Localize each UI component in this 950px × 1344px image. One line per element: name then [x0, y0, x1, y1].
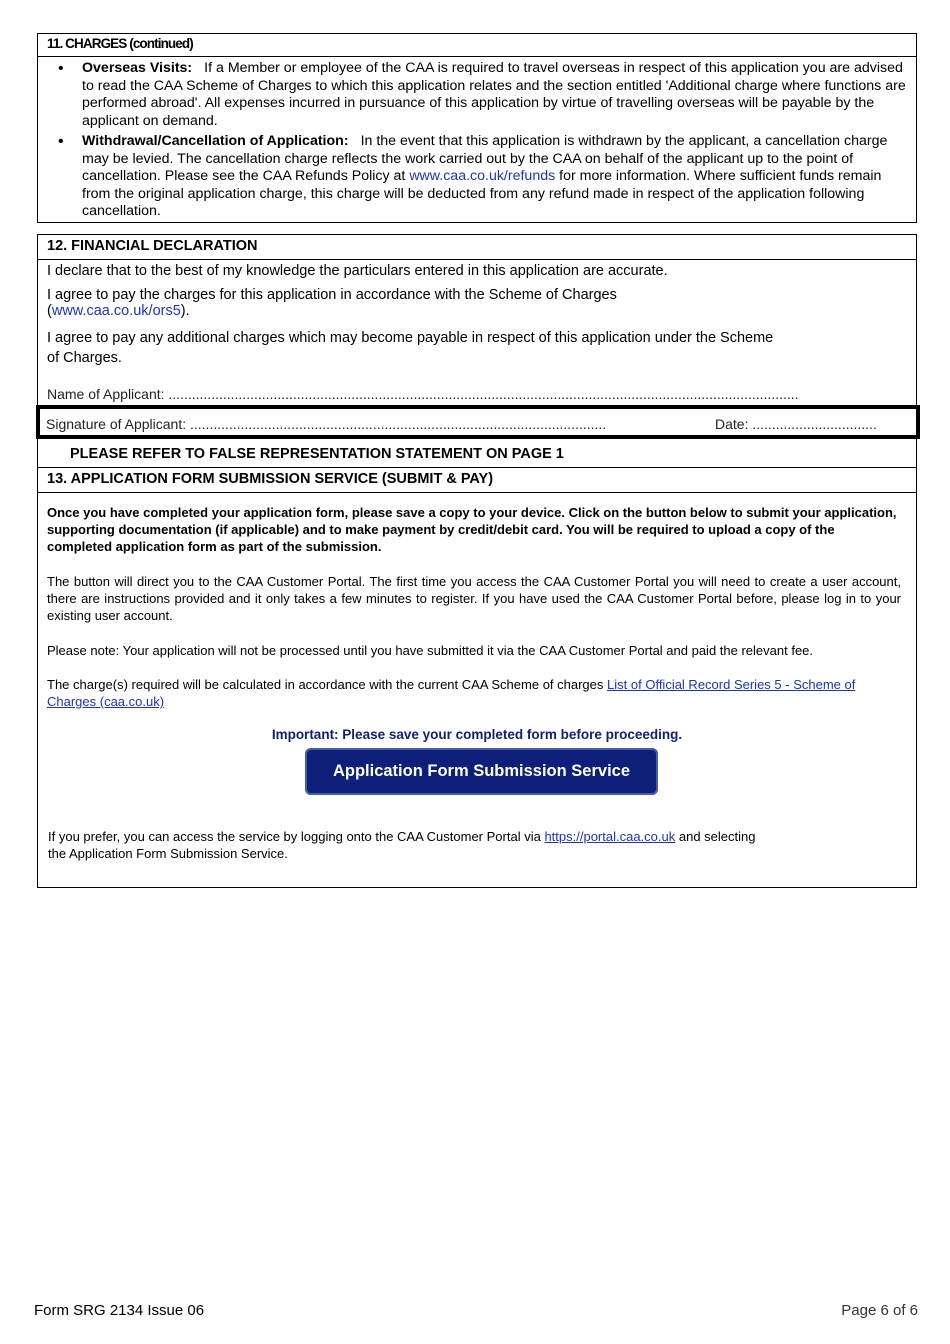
section-11-charges — [37, 33, 917, 223]
portal-alt-text-before: If you prefer, you can access the service by logging onto the CAA Customer Portal via — [48, 829, 541, 844]
signature-field[interactable] — [46, 416, 606, 432]
portal-alt-line2: the Application Form Submission Service. — [48, 846, 288, 861]
charges-calculation — [47, 676, 876, 710]
withdrawal-text-after: for more information. Where sufficient funds remain from the original application charge, this charge will be deducted from any refund made in respect of the application following cancellation. — [82, 168, 882, 219]
overseas-visits-label: Overseas Visits: — [82, 60, 193, 76]
date-dots: ................................ — [752, 416, 877, 432]
date-field[interactable] — [715, 416, 877, 432]
portal-alternative — [48, 828, 896, 862]
additional-charges-line2: of Charges. — [47, 350, 122, 366]
submission-intro: Once you have completed your application form, please save a copy to your device. Click on the button below to submit your application, supporting documentation (if applicable) and to make payment by credit/debit card. You will be required to upload a copy of the completed application form as part of the submission. — [47, 505, 897, 554]
signature-label: Signature of Applicant: — [46, 416, 187, 432]
scheme-of-charges-link[interactable]: List of Official Record Series 5 - Scheme of Charges (caa.co.uk) — [47, 677, 856, 709]
declaration-additional-charges — [47, 328, 773, 368]
declaration-accurate: I declare that to the best of my knowledge the particulars entered in this application are accurate. — [47, 263, 668, 279]
withdrawal-text-before: In the event that this application is withdrawn by the applicant, a cancellation charge may be levied. The cancellation charge reflects the work carried out by the CAA on behalf of the applicant up to the point of cancellation. Please see the CAA Refunds Policy at — [82, 133, 888, 184]
name-label: Name of Applicant: — [47, 386, 165, 402]
page-number: Page 6 of 6 — [841, 1302, 918, 1319]
charges-list — [38, 57, 916, 226]
application-form-submission-button[interactable]: Application Form Submission Service — [305, 748, 658, 795]
date-label: Date: — [715, 416, 749, 432]
name-dots: .................................................................................................................................................................. — [168, 386, 799, 402]
portal-link[interactable]: https://portal.caa.co.uk — [544, 829, 676, 844]
processing-note: Please note: Your application will not be processed until you have submitted it via the CAA Customer Portal and paid the relevant fee. — [47, 643, 814, 658]
paren-open: ( — [47, 303, 52, 319]
portal-instructions: The button will direct you to the CAA Customer Portal. The first time you access the CAA Customer Portal you will need to create a user account, there are instructions provided and it only takes a few minutes to register. If you have used the CAA Customer Portal before, please log in to your existing user account. — [47, 574, 901, 623]
section-12-title: 12. FINANCIAL DECLARATION — [38, 235, 916, 260]
charges-calculation-text: The charge(s) required will be calculated in accordance with the current CAA Scheme of charges — [47, 677, 604, 692]
list-item-overseas-visits — [82, 60, 908, 130]
section-13-title: 13. APPLICATION FORM SUBMISSION SERVICE (SUBMIT & PAY) — [38, 468, 916, 493]
false-representation-notice: PLEASE REFER TO FALSE REPRESENTATION STATEMENT ON PAGE 1 — [70, 446, 564, 462]
signature-row — [36, 405, 920, 439]
paren-close: ). — [180, 303, 190, 319]
additional-charges-line1: I agree to pay any additional charges which may become payable in respect of this application under the Scheme — [47, 330, 774, 346]
ors5-link[interactable]: www.caa.co.uk/ors5 — [51, 303, 181, 319]
section-11-title: 11. CHARGES (continued) — [38, 34, 916, 57]
pay-charges-text: I agree to pay the charges for this application in accordance with the Scheme of Charges — [47, 287, 617, 303]
declaration-pay-charges — [47, 287, 617, 319]
list-item-withdrawal — [82, 133, 908, 221]
signature-dots: ........................................................................................................... — [190, 416, 607, 432]
portal-alt-text-after: and selecting — [678, 829, 756, 844]
withdrawal-label: Withdrawal/Cancellation of Application: — [82, 133, 349, 149]
important-save-notice: Important: Please save your completed form before proceeding. — [271, 727, 683, 742]
overseas-visits-text: If a Member or employee of the CAA is required to travel overseas in respect of this application you are advised to read the CAA Scheme of Charges to which this application relates and the section entitled 'Additional charge where functions are performed abroad'. All expenses incurred in pursuance of this application by virtue of travelling overseas will be payable by the applicant on demand. — [82, 60, 906, 129]
refunds-link[interactable]: www.caa.co.uk/refunds — [409, 168, 556, 184]
name-of-applicant-field[interactable] — [47, 386, 799, 402]
form-id: Form SRG 2134 Issue 06 — [34, 1302, 205, 1319]
section-13-submission-service — [37, 467, 917, 888]
